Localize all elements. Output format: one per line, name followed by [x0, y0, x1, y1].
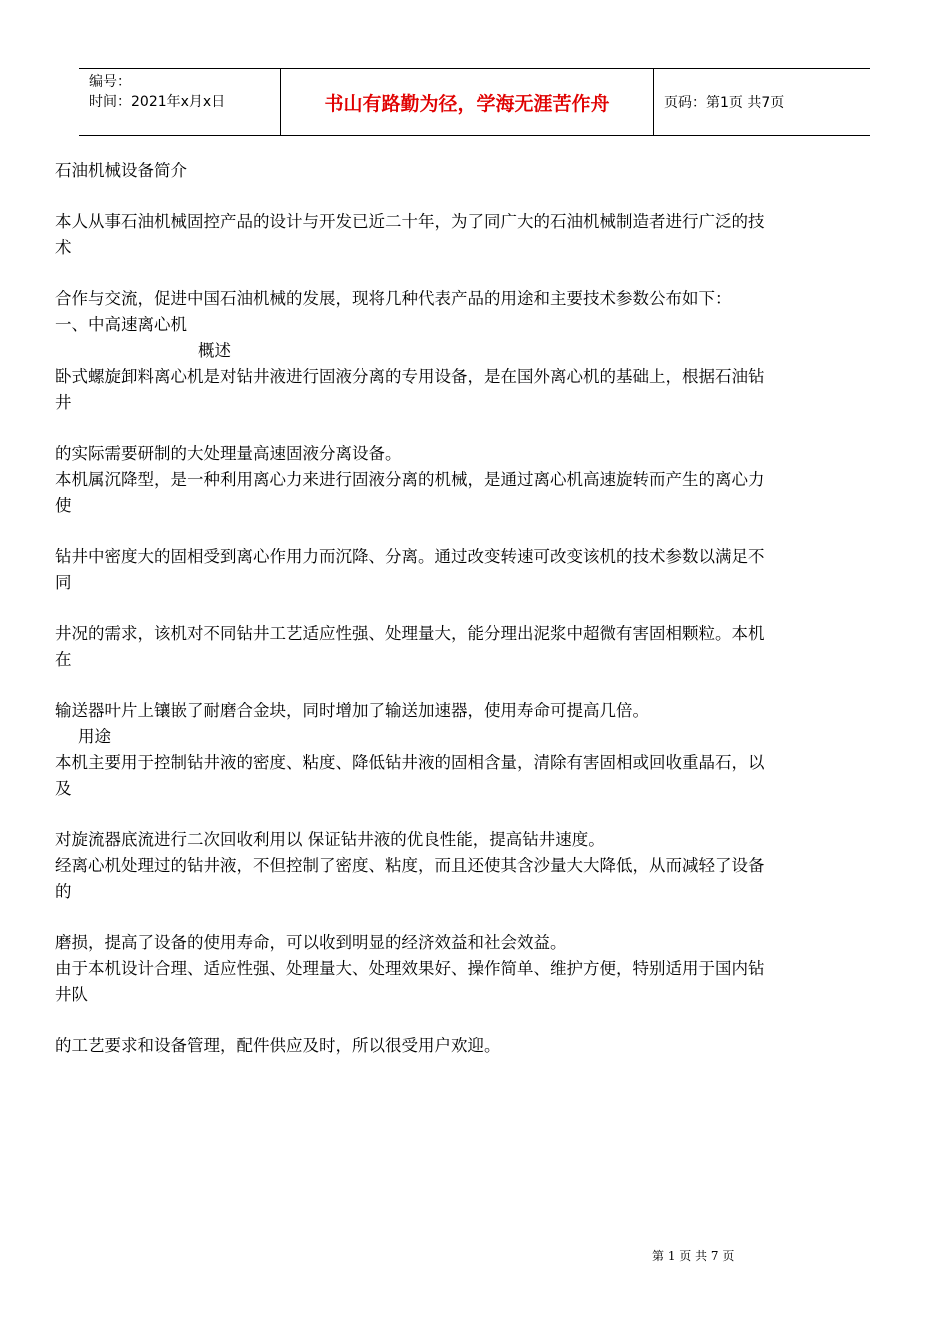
paragraph-line: 的实际需要研制的大处理量高速固液分离设备。 [55, 444, 402, 463]
document-number-label: 编号： [89, 74, 131, 90]
paragraph-line: 由于本机设计合理、适应性强、处理量大、处理效果好、操作简单、维护方便，特别适用于国内钻 [55, 959, 765, 978]
paragraph-line: 及 [55, 779, 72, 798]
paragraph-line: 井况的需求，该机对不同钻井工艺适应性强、处理量大，能分理出泥浆中超微有害固相颗粒。本机 [55, 624, 765, 643]
paragraph-line: 输送器叶片上镶嵌了耐磨合金块，同时增加了输送加速器，使用寿命可提高几倍。 [55, 701, 649, 720]
document-body [55, 158, 883, 1059]
paragraph-line: 在 [55, 650, 72, 669]
paragraph-line: 对旋流器底流进行二次回收利用以 保证钻井液的优良性能，提高钻井速度。 [55, 830, 605, 849]
document-title: 石油机械设备简介 [55, 161, 187, 180]
paragraph-line: 井队 [55, 985, 88, 1004]
paragraph-line: 术 [55, 238, 72, 257]
paragraph-line: 磨损，提高了设备的使用寿命，可以收到明显的经济效益和社会效益。 [55, 933, 567, 952]
paragraph-line: 的工艺要求和设备管理，配件供应及时，所以很受用户欢迎。 [55, 1036, 501, 1055]
header-meta [79, 69, 281, 135]
paragraph-line: 钻井中密度大的固相受到离心作用力而沉降、分离。通过改变转速可改变该机的技术参数以满足不 [55, 547, 765, 566]
page-header [79, 68, 870, 136]
paragraph-line: 本人从事石油机械固控产品的设计与开发已近二十年，为了同广大的石油机械制造者进行广泛的技 [55, 212, 765, 231]
header-page-info: 页码：第1页 共7页 [664, 95, 785, 111]
paragraph-line: 的 [55, 882, 72, 901]
paragraph-line: 本机属沉降型，是一种利用离心力来进行固液分离的机械，是通过离心机高速旋转而产生的离心力 [55, 470, 765, 489]
paragraph-line: 本机主要用于控制钻井液的密度、粘度、降低钻井液的固相含量，清除有害固相或回收重晶石，以 [55, 753, 765, 772]
header-motto: 书山有路勤为径，学海无涯苦作舟 [281, 69, 654, 135]
paragraph-line: 同 [55, 573, 72, 592]
page-footer: 第 1 页 共 7 页 [652, 1249, 735, 1263]
paragraph-line: 合作与交流，促进中国石油机械的发展，现将几种代表产品的用途和主要技术参数公布如下： [55, 289, 732, 308]
document-time-label: 时间：2021年x月x日 [89, 94, 226, 110]
paragraph-line: 经离心机处理过的钻井液，不但控制了密度、粘度，而且还使其含沙量大大降低，从而减轻了设备 [55, 856, 765, 875]
paragraph-line: 使 [55, 496, 72, 515]
subheading-overview: 概述 [198, 341, 231, 360]
subheading-usage: 用途 [78, 727, 111, 746]
section-heading: 一、中高速离心机 [55, 315, 187, 334]
paragraph-line: 卧式螺旋卸料离心机是对钻井液进行固液分离的专用设备，是在国外离心机的基础上，根据石油钻 [55, 367, 765, 386]
paragraph-line: 井 [55, 393, 72, 412]
